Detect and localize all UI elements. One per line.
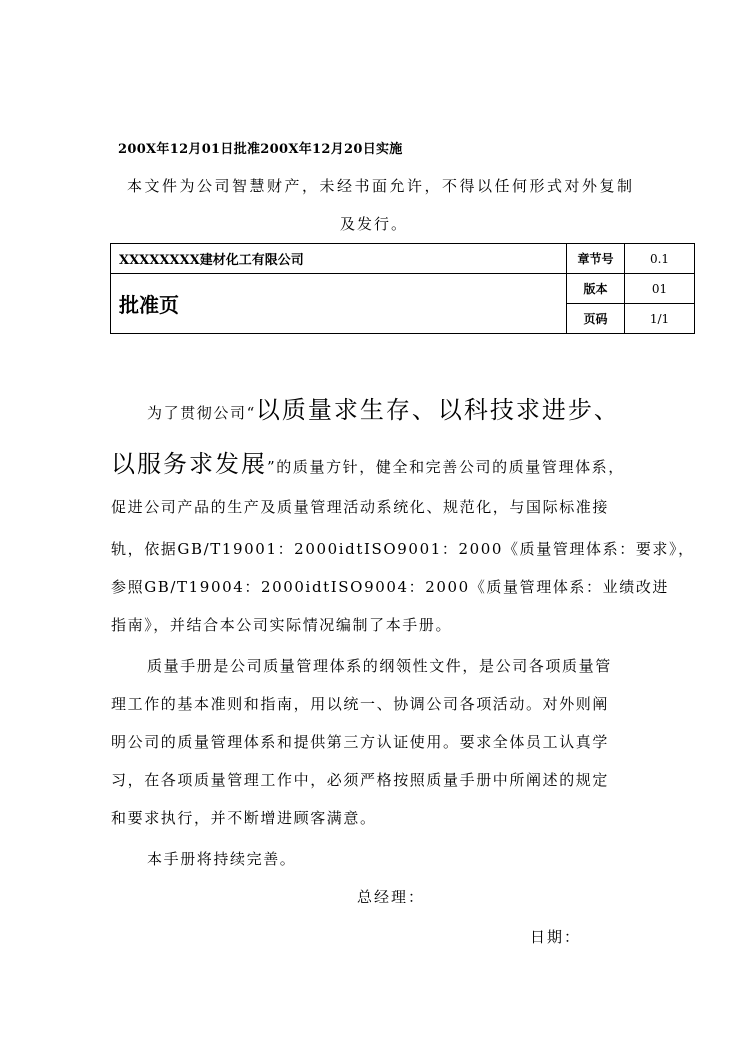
copyright-notice-line1: 本文件为公司智慧财产，未经书面允许，不得以任何形式对外复制: [127, 177, 635, 195]
document-header-table: [110, 243, 695, 334]
paragraph-2-line-1: 质量手册是公司质量管理体系的纲领性文件，是公司各项质量管: [147, 657, 612, 675]
copyright-notice-line2: 及发行。: [340, 215, 409, 233]
date-label: 日期：: [530, 928, 582, 946]
general-manager-label: 总经理：: [357, 888, 426, 906]
paragraph-3: 本手册将持续完善。: [147, 850, 297, 868]
paragraph-1-line-5: 参照GB/T19004：2000idtISO9004：2000《质量管理体系：业绩改进: [111, 578, 670, 596]
paragraph-1-line-1: [147, 390, 677, 425]
page-number-value: 1/1: [625, 304, 695, 334]
company-name: XXXXXXXX建材化工有限公司: [111, 244, 567, 274]
paragraph-2-line-2: 理工作的基本准则和指南，用以统一、协调公司各项活动。对外则阐: [111, 695, 610, 713]
p1-lead: 为了贯彻公司“: [147, 404, 256, 422]
quality-motto-part-a: 以质量求生存、以科技求进步、: [255, 396, 620, 424]
paragraph-1-line-2: [111, 444, 641, 479]
version-label: 版本: [567, 274, 625, 304]
section-number-label: 章节号: [567, 244, 625, 274]
paragraph-1-line-6: 指南》，并结合本公司实际情况编制了本手册。: [111, 616, 453, 634]
paragraph-2-line-3: 明公司的质量管理体系和提供第三方认证使用。要求全体员工认真学: [111, 733, 610, 751]
paragraph-2-line-4: 习，在各项质量管理工作中，必须严格按照质量手册中所阐述的规定: [111, 771, 610, 789]
paragraph-1-line-4: 轨，依据GB/T19001：2000idtISO9001：2000《质量管理体系：要求》，: [111, 540, 695, 558]
page-number-label: 页码: [567, 304, 625, 334]
version-value: 01: [625, 274, 695, 304]
p1-tail: ”的质量方针，健全和完善公司的质量管理体系，: [267, 458, 625, 476]
approval-dateline: 200X年12月01日批准200X年12月20日实施: [118, 142, 403, 157]
page-title: 批准页: [111, 274, 567, 334]
paragraph-2-line-5: 和要求执行，并不断增进顾客满意。: [111, 809, 377, 827]
section-number-value: 0.1: [625, 244, 695, 274]
quality-motto-part-b: 以服务求发展: [111, 450, 267, 478]
paragraph-1-line-3: 促进公司产品的生产及质量管理活动系统化、规范化，与国际标准接: [111, 498, 610, 516]
